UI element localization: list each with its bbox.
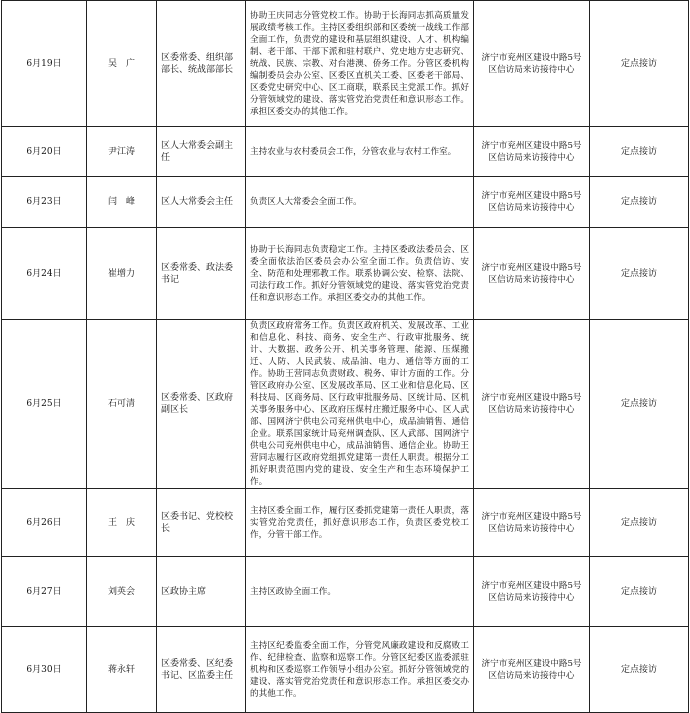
date-cell: 6月23日 — [2, 177, 87, 228]
location-cell: 济宁市兖州区建设中路5号区信访局来访接待中心 — [474, 627, 590, 713]
duties-cell: 主持区委全面工作，履行区委抓党建第一责任人职责，落实管党治党责任，抓好意识形态工作，负责区委党校工作，分管干部工作。 — [246, 489, 474, 557]
location-cell: 济宁市兖州区建设中路5号区信访局来访接待中心 — [474, 320, 590, 489]
position-cell: 区委常委、政法委书记 — [157, 228, 246, 320]
table-row — [2, 127, 689, 177]
reception-mode-cell: 定点接访 — [590, 320, 689, 489]
date-cell: 6月30日 — [2, 627, 87, 713]
leader-name-cell: 刘英会 — [87, 557, 157, 627]
duties-cell: 协助于长海同志负责稳定工作。主持区委政法委员会、区委全面依法治区委员会办公室全面工作。负责信访、安全、防范和处理邪教工作。联系协调公安、检察、法院、司法行政工作。抓好分管领域党的建设、落实管党治党责任和意识形态工作。承担区委交办的其他工作。 — [246, 228, 474, 320]
leader-name-cell: 崔增力 — [87, 228, 157, 320]
reception-mode-cell: 定点接访 — [590, 228, 689, 320]
leader-name-cell: 王 庆 — [87, 489, 157, 557]
table-row — [2, 177, 689, 228]
position-cell: 区委常委、区纪委书记、区监委主任 — [157, 627, 246, 713]
duties-cell: 主持农业与农村委员会工作，分管农业与农村工作室。 — [246, 127, 474, 177]
position-cell: 区委书记、党校校长 — [157, 489, 246, 557]
reception-schedule-table — [1, 0, 689, 713]
reception-mode-cell: 定点接访 — [590, 177, 689, 228]
table-row — [2, 627, 689, 713]
table-row — [2, 489, 689, 557]
duties-cell: 主持区政协全面工作。 — [246, 557, 474, 627]
position-cell: 区委常委、组织部部长、统战部部长 — [157, 1, 246, 127]
location-cell: 济宁市兖州区建设中路5号区信访局来访接待中心 — [474, 177, 590, 228]
table-row — [2, 228, 689, 320]
location-cell: 济宁市兖州区建设中路5号区信访局来访接待中心 — [474, 557, 590, 627]
table-row — [2, 1, 689, 127]
reception-mode-cell: 定点接访 — [590, 557, 689, 627]
location-cell: 济宁市兖州区建设中路5号区信访局来访接待中心 — [474, 127, 590, 177]
location-cell: 济宁市兖州区建设中路5号区信访局来访接待中心 — [474, 489, 590, 557]
duties-cell: 负责区人大常委会全面工作。 — [246, 177, 474, 228]
leader-name-cell: 石可清 — [87, 320, 157, 489]
date-cell: 6月25日 — [2, 320, 87, 489]
leader-name-cell: 闫 峰 — [87, 177, 157, 228]
location-cell: 济宁市兖州区建设中路5号区信访局来访接待中心 — [474, 1, 590, 127]
table-row — [2, 557, 689, 627]
date-cell: 6月26日 — [2, 489, 87, 557]
duties-cell: 主持区纪委监委全面工作，分管党风廉政建设和反腐败工作、纪律检查、监察和巡察工作。分管区纪委区监委派驻机构和区委巡察工作领导小组办公室。抓好分管领域党的建设、落实管党治党责任和意识形态工作。承担区委交办的其他工作。 — [246, 627, 474, 713]
position-cell: 区政协主席 — [157, 557, 246, 627]
reception-mode-cell: 定点接访 — [590, 1, 689, 127]
reception-mode-cell: 定点接访 — [590, 627, 689, 713]
leader-name-cell: 尹江涛 — [87, 127, 157, 177]
leader-name-cell: 吴 广 — [87, 1, 157, 127]
duties-cell: 负责区政府常务工作。负责区政府机关、发展改革、工业和信息化、科技、商务、安全生产、行政审批服务、统计、大数据、政务公开、机关事务管理、能源、压煤搬迁、人防、人民武装、成品油、电力、通信等方面的工作。协助王营同志负责财政、税务、审计方面的工作。分管区政府办公室、区发展改革局、区工业和信息化局、区科技局、区商务局、区行政审批服务局、区统计局、区机关事务服务中心、区政府压煤村庄搬迁服务中心、区人武部、国网济宁供电公司兖州供电中心，成品油销售、通信企业。联系国家统计局兖州调查队、区人武部、国网济宁供电公司兖州供电中心，成品油销售、通信企业。协助王营同志履行区政府党组抓党建第一责任人职责。根据分工抓好职责范围内党的建设、安全生产和生态环境保护工作。 — [246, 320, 474, 489]
duties-cell: 协助王庆同志分管党校工作。协助于长海同志抓高质量发展政绩考核工作。主持区委组织部和区委统一战线工作部全面工作，负责党的建设和基层组织建设、人才、机构编制、老干部、干部下派和驻村联户、党史地方史志研究、统战、民族、宗教、对台港澳、侨务工作。分管区委机构编制委员会办公室、区委区直机关工委、区委老干部局、区委党史研究中心、区工商联，联系民主党派工作。抓好分管领域党的建设、落实管党治党责任和意识形态工作。承担区委交办的其他工作。 — [246, 1, 474, 127]
location-cell: 济宁市兖州区建设中路5号区信访局来访接待中心 — [474, 228, 590, 320]
table-row — [2, 320, 689, 489]
position-cell: 区人大常委会主任 — [157, 177, 246, 228]
date-cell: 6月19日 — [2, 1, 87, 127]
date-cell: 6月24日 — [2, 228, 87, 320]
reception-mode-cell: 定点接访 — [590, 489, 689, 557]
position-cell: 区委常委、区政府副区长 — [157, 320, 246, 489]
date-cell: 6月27日 — [2, 557, 87, 627]
leader-name-cell: 蒋永轩 — [87, 627, 157, 713]
position-cell: 区人大常委会副主任 — [157, 127, 246, 177]
reception-mode-cell: 定点接访 — [590, 127, 689, 177]
date-cell: 6月20日 — [2, 127, 87, 177]
